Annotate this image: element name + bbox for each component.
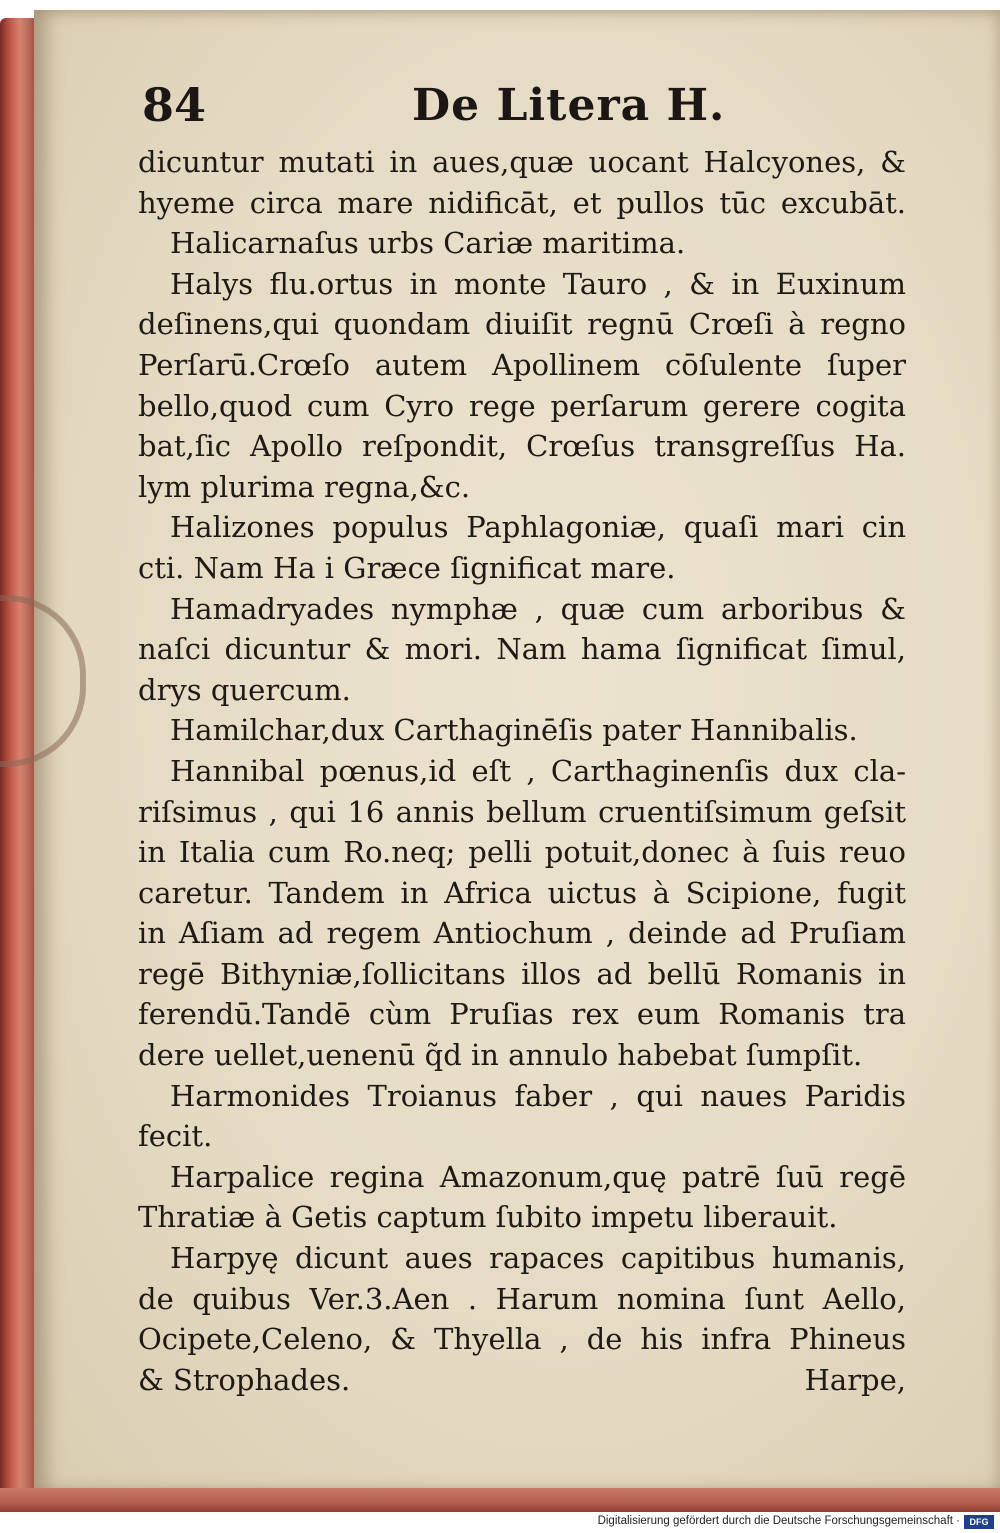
footer-credit: Digitalisierung gefördert durch die Deutsche Forschungsgemeinschaft · bbox=[597, 1515, 960, 1527]
text-line: de quibus Ver.3.Aen . Harum nomina ſunt Aello, bbox=[138, 1281, 906, 1316]
entry-line: Hamadryades nymphæ , quæ cum arboribus & bbox=[170, 591, 906, 626]
text-line: & Strophades. bbox=[138, 1362, 351, 1397]
page-header bbox=[142, 78, 902, 134]
text-line: bello,quod cum Cyro rege perſarum gerere cogita bbox=[138, 388, 906, 423]
book-bottom-edge bbox=[0, 1488, 1000, 1512]
entry-line: Harmonides Troianus faber , qui naues Paridis bbox=[170, 1078, 906, 1113]
text-line: dicuntur mutati in aues,quæ uocant Halcyones, & bbox=[138, 145, 906, 179]
text-line: hyeme circa mare nidificāt, et pullos tūc excubāt. bbox=[138, 185, 906, 220]
text-line: cti. Nam Ha i Græce ſignificat mare. bbox=[138, 550, 676, 585]
entry-line: Harpyę dicunt aues rapaces capitibus humanis, bbox=[170, 1241, 906, 1276]
digitization-footer bbox=[0, 1512, 1000, 1533]
entry-line: Hamilchar,dux Carthaginēſis pater Hannibalis. bbox=[170, 713, 858, 748]
text-line: bat,ſic Apollo reſpondit, Crœſus transgreſſus Ha. bbox=[138, 429, 906, 464]
entry-line: Halys flu.ortus in monte Tauro , & in Euxinum bbox=[170, 266, 906, 301]
text-line: dere uellet,uenenū q̃d in annulo habebat ſumpſit. bbox=[138, 1038, 863, 1073]
text-line: drys quercum. bbox=[138, 672, 351, 707]
text-line: caretur. Tandem in Africa uictus à Scipione, fugit bbox=[138, 875, 906, 910]
text-line: fecit. bbox=[138, 1119, 213, 1154]
text-line: ferendū.Tandē cùm Pruſias rex eum Romanis tra bbox=[138, 997, 906, 1032]
catchword: Harpe, bbox=[804, 1362, 906, 1397]
text-line: Perſarū.Crœſo autem Apollinem cōſulente ſuper bbox=[138, 347, 906, 382]
text-line: Thratiæ à Getis captum ſubito impetu liberauit. bbox=[138, 1200, 838, 1235]
text-line: riſsimus , qui 16 annis bellum cruentiſsimum geſsit bbox=[138, 794, 906, 829]
text-line: regē Bithyniæ,ſollicitans illos ad bellū Romanis in bbox=[138, 956, 906, 991]
text-line: deſinens,qui quondam diuiſit regnū Crœſi à regno bbox=[138, 307, 906, 342]
entry-line: Halizones populus Paphlagoniæ, quaſi mari cin bbox=[170, 510, 906, 545]
text-line: in Italia cum Ro.neq; pelli potuit,donec à ſuis reuo bbox=[138, 835, 906, 870]
text-line: lym plurima regna,&c. bbox=[138, 469, 471, 504]
entry-line: Hannibal pœnus,id eſt , Carthaginenſis dux cla- bbox=[170, 753, 906, 788]
page-number: 84 bbox=[142, 78, 207, 132]
text-line: in Aſiam ad regem Antiochum , deinde ad Pruſiam bbox=[138, 916, 906, 951]
dfg-logo-icon: DFG bbox=[964, 1515, 994, 1529]
entry-line: Halicarnaſus urbs Cariæ maritima. bbox=[170, 226, 686, 261]
text-line: naſci dicuntur & mori. Nam hama ſignificat ſimul, bbox=[138, 632, 906, 667]
running-head: De Litera H. bbox=[412, 80, 726, 131]
body-text bbox=[138, 142, 906, 1400]
entry-line: Harpalice regina Amazonum,quę patrē ſuū regē bbox=[170, 1159, 906, 1194]
text-line: Ocipete,Celeno, & Thyella , de his infra Phineus bbox=[138, 1322, 906, 1357]
